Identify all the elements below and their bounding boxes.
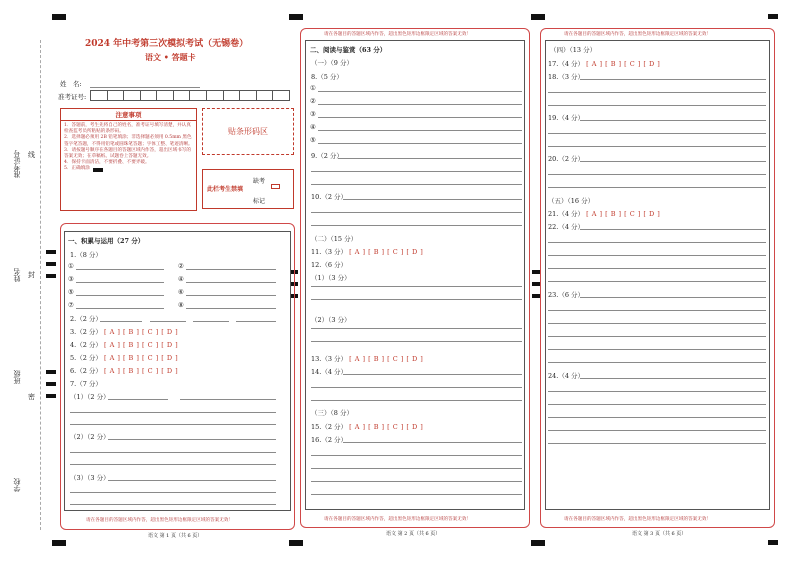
q3-options[interactable]: [ A ] [ B ] [ C ] [ D ]: [103, 328, 179, 336]
q15-options[interactable]: [ A ] [ B ] [ C ] [ D ]: [349, 423, 424, 431]
q11-label: 11.（3 分） [ A ] [ B ] [ C ] [ D ]: [311, 248, 424, 256]
q4-label: 4.（2 分） [ A ] [ B ] [ C ] [ D ]: [70, 341, 179, 349]
q18-line[interactable]: [548, 105, 766, 106]
q4-options[interactable]: [ A ] [ B ] [ C ] [ D ]: [103, 341, 179, 349]
absent-box: [202, 169, 294, 209]
q2-label: 2.（2 分）: [70, 315, 102, 323]
q5-options[interactable]: [ A ] [ B ] [ C ] [ D ]: [103, 354, 179, 362]
q12-2-line[interactable]: [311, 328, 522, 329]
q22-label: 22.（4 分）: [548, 223, 585, 231]
q1-mark: ⑧: [178, 301, 184, 309]
q1-line[interactable]: [76, 269, 164, 270]
registration-mark: [531, 540, 545, 546]
q23-line[interactable]: [580, 297, 766, 298]
q20-line[interactable]: [548, 187, 766, 188]
registration-mark: [531, 14, 545, 20]
q22-line[interactable]: [548, 268, 766, 269]
q7-3-line[interactable]: [70, 492, 276, 493]
section2-title: 二、阅读与鉴赏（63 分）: [310, 46, 387, 54]
q8-mark: ⑤: [310, 136, 316, 144]
registration-mark: [46, 250, 56, 254]
q1-line[interactable]: [76, 282, 164, 283]
q7-2-line[interactable]: [108, 439, 276, 440]
name-label: 姓 名:: [60, 80, 82, 88]
side-label-line: 线: [28, 151, 35, 159]
fill-sample: [93, 168, 103, 172]
instruction-item: 5．正确填涂: [64, 166, 90, 172]
registration-mark: [289, 14, 303, 20]
q24-line[interactable]: [548, 443, 766, 444]
q18-line[interactable]: [580, 79, 766, 80]
registration-mark: [46, 262, 56, 266]
q1-mark: ①: [68, 262, 74, 270]
part5-title: （五）（16 分）: [548, 197, 595, 205]
q9-line[interactable]: [311, 184, 522, 185]
q2-line[interactable]: [150, 321, 186, 322]
q1-label: 1.（8 分）: [70, 251, 102, 259]
registration-mark: [46, 370, 56, 374]
q14-line[interactable]: [311, 400, 522, 401]
q1-line[interactable]: [76, 308, 164, 309]
section1-title: 一、积累与运用（27 分）: [68, 237, 145, 245]
q12-2-label: （2）（3 分）: [311, 316, 351, 324]
q7-1-line[interactable]: [108, 399, 168, 400]
page2-footer: 语文 第 2 页（共 6 页）: [386, 531, 441, 537]
registration-mark: [768, 540, 778, 545]
q22-line[interactable]: [548, 255, 766, 256]
page-subtitle: 语文 • 答题卡: [145, 52, 196, 62]
absent-label: 此栏考生禁填: [207, 186, 244, 193]
q2-line[interactable]: [236, 321, 276, 322]
q16-line[interactable]: [343, 442, 522, 443]
page-title: 2024 年中考第三次模拟考试（无锡卷）: [85, 39, 249, 49]
registration-mark: [46, 274, 56, 278]
registration-mark: [532, 282, 540, 286]
q11-options[interactable]: [ A ] [ B ] [ C ] [ D ]: [349, 248, 424, 256]
q16-label: 16.（2 分）: [311, 436, 348, 444]
name-field[interactable]: [90, 87, 200, 88]
q1-line[interactable]: [76, 295, 164, 296]
q15-label: 15.（2 分） [ A ] [ B ] [ C ] [ D ]: [311, 423, 424, 431]
q7-3-line[interactable]: [108, 480, 276, 481]
side-label-name: 姓名: [13, 268, 21, 282]
q7-3-label: （3）（3 分）: [70, 474, 110, 482]
q23-line[interactable]: [548, 349, 766, 350]
q5-label: 5.（2 分） [ A ] [ B ] [ C ] [ D ]: [70, 354, 179, 362]
q12-1-label: （1）（3 分）: [311, 274, 351, 282]
registration-mark: [768, 14, 778, 19]
q21-options[interactable]: [ A ] [ B ] [ C ] [ D ]: [586, 210, 661, 218]
q8-mark: ③: [310, 110, 316, 118]
q7-1-label: （1）（2 分）: [70, 393, 110, 401]
q1-mark: ④: [178, 275, 184, 283]
q1-mark: ⑥: [178, 288, 184, 296]
q1-line[interactable]: [186, 269, 276, 270]
q9-label: 9.（2 分）: [311, 152, 343, 160]
q10-line[interactable]: [311, 212, 522, 213]
id-field[interactable]: [90, 90, 290, 101]
registration-mark: [532, 270, 540, 274]
instructions-box: [60, 108, 197, 211]
part2-title: （二）（15 分）: [311, 235, 358, 243]
q20-label: 20.（2 分）: [548, 155, 585, 163]
q17-options[interactable]: [ A ] [ B ] [ C ] [ D ]: [586, 60, 661, 68]
q22-line[interactable]: [580, 229, 766, 230]
side-label-id: 准考证号: [13, 150, 21, 178]
q1-line[interactable]: [186, 308, 276, 309]
q7-1-line[interactable]: [180, 399, 276, 400]
q7-2-label: （2）（2 分）: [70, 433, 110, 441]
page3-footer: 语文 第 3 页（共 6 页）: [632, 531, 687, 537]
part1-title: （一）（9 分）: [311, 59, 353, 67]
q9-line[interactable]: [311, 171, 522, 172]
q1-mark: ⑦: [68, 301, 74, 309]
page3-notice-top: 请在各题目的答题区域内作答，超出黑色矩形边框限定区域的答案无效！: [564, 32, 712, 37]
q7-2-line[interactable]: [70, 452, 276, 453]
absent-tag2: 标记: [253, 198, 266, 205]
q8-line[interactable]: [318, 91, 522, 92]
registration-mark: [52, 540, 66, 546]
q19-line[interactable]: [548, 146, 766, 147]
side-label-secret: 密: [28, 393, 35, 401]
page3-notice: 请在各题目的答题区域内作答，超出黑色矩形边框限定区域的答案无效！: [564, 517, 712, 522]
q24-line[interactable]: [548, 430, 766, 431]
q12-2-line[interactable]: [311, 341, 522, 342]
q1-mark: ⑤: [68, 288, 74, 296]
q19-line[interactable]: [580, 120, 766, 121]
q24-line[interactable]: [548, 404, 766, 405]
q1-mark: ③: [68, 275, 74, 283]
q23-line[interactable]: [548, 362, 766, 363]
registration-mark: [532, 294, 540, 298]
q19-line[interactable]: [548, 133, 766, 134]
q16-line[interactable]: [311, 481, 522, 482]
q14-line[interactable]: [311, 387, 522, 388]
registration-mark: [46, 394, 56, 398]
page3-frame: [545, 40, 770, 510]
q19-label: 19.（4 分）: [548, 114, 585, 122]
q16-line[interactable]: [311, 468, 522, 469]
side-label-seal: 封: [28, 271, 35, 279]
q8-mark: ①: [310, 84, 316, 92]
q23-label: 23.（6 分）: [548, 291, 585, 299]
q20-line[interactable]: [580, 161, 766, 162]
q12-1-line[interactable]: [311, 299, 522, 300]
binding-line: [40, 40, 41, 530]
q1-line[interactable]: [186, 295, 276, 296]
q12-label: 12.（6 分）: [311, 261, 348, 269]
q24-line[interactable]: [580, 378, 766, 379]
q6-options[interactable]: [ A ] [ B ] [ C ] [ D ]: [103, 367, 179, 375]
absent-tag1: 缺考: [253, 178, 266, 185]
absent-checkbox[interactable]: [271, 184, 280, 189]
registration-mark: [289, 540, 303, 546]
q1-mark: ②: [178, 262, 184, 270]
side-label-school: 学校: [13, 478, 21, 492]
page1-footer: 语文 第 1 页（共 6 页）: [148, 533, 203, 539]
q24-line[interactable]: [548, 391, 766, 392]
instruction-item: 4．保持卡面清洁，不要折叠、不要弄破。: [64, 160, 150, 166]
instruction-item: 2．选择题必须用 2B 铅笔填涂；非选择题必须用 0.5mm 黑色签字笔答题，不得用铅笔或圆珠笔答题；字体工整、笔迹清晰。: [64, 135, 193, 147]
q20-line[interactable]: [548, 174, 766, 175]
q14-label: 14.（4 分）: [311, 368, 348, 376]
q21-label: 21.（4 分） [ A ] [ B ] [ C ] [ D ]: [548, 210, 661, 218]
q7-1-line[interactable]: [70, 412, 276, 413]
q8-line[interactable]: [318, 117, 522, 118]
q22-line[interactable]: [548, 281, 766, 282]
q1-line[interactable]: [186, 282, 276, 283]
q8-line[interactable]: [318, 104, 522, 105]
q7-label: 7.（7 分）: [70, 380, 102, 388]
q17-label: 17.（4 分） [ A ] [ B ] [ C ] [ D ]: [548, 60, 661, 68]
q13-options[interactable]: [ A ] [ B ] [ C ] [ D ]: [349, 355, 424, 363]
q23-line[interactable]: [548, 323, 766, 324]
q24-label: 24.（4 分）: [548, 372, 585, 380]
q23-line[interactable]: [548, 310, 766, 311]
q12-1-line[interactable]: [311, 286, 522, 287]
part3-title: （三）（8 分）: [311, 409, 353, 417]
q18-label: 18.（3 分）: [548, 73, 585, 81]
q18-line[interactable]: [548, 92, 766, 93]
q10-line[interactable]: [311, 225, 522, 226]
id-label: 准考证号:: [58, 93, 87, 101]
barcode-label: 贴条形码区: [228, 127, 268, 136]
q9-line[interactable]: [338, 158, 522, 159]
page2-notice-top: 请在各题目的答题区域内作答，超出黑色矩形边框限定区域的答案无效！: [324, 32, 472, 37]
q22-line[interactable]: [548, 242, 766, 243]
instructions-title: 注意事项: [61, 109, 196, 121]
q14-line[interactable]: [343, 374, 522, 375]
registration-mark: [52, 14, 66, 20]
q3-label: 3.（2 分） [ A ] [ B ] [ C ] [ D ]: [70, 328, 179, 336]
q24-line[interactable]: [548, 417, 766, 418]
q2-line[interactable]: [193, 321, 229, 322]
q10-line[interactable]: [343, 199, 522, 200]
q8-line[interactable]: [318, 130, 522, 131]
q16-line[interactable]: [311, 494, 522, 495]
q8-mark: ④: [310, 123, 316, 131]
registration-mark: [46, 382, 56, 386]
q10-label: 10.（2 分）: [311, 193, 348, 201]
side-label-class: 班级: [13, 370, 21, 384]
part4-title: （四）（13 分）: [550, 46, 597, 54]
q7-2-line[interactable]: [70, 464, 276, 465]
instruction-item: 1．答题前，考生先将自己的姓名，准考证号填写清楚，并认真检查监考员所粘贴的条形码。: [64, 123, 191, 135]
q16-line[interactable]: [311, 455, 522, 456]
barcode-area: [202, 108, 294, 155]
q2-line[interactable]: [100, 321, 142, 322]
page1-notice: 请在各题目的答题区域内作答，超出黑色矩形边框限定区域的答案无效！: [86, 518, 234, 523]
page2-notice: 请在各题目的答题区域内作答，超出黑色矩形边框限定区域的答案无效！: [324, 517, 472, 522]
q7-3-line[interactable]: [70, 504, 276, 505]
q6-label: 6.（2 分） [ A ] [ B ] [ C ] [ D ]: [70, 367, 179, 375]
q7-1-line[interactable]: [70, 424, 276, 425]
instruction-item: 3．请按题号顺序在各题目的答题区域内作答，超出区域书写的答案无效；在草稿纸、试题卷上答题无效。: [64, 147, 191, 160]
q13-label: 13.（3 分） [ A ] [ B ] [ C ] [ D ]: [311, 355, 424, 363]
q8-mark: ②: [310, 97, 316, 105]
q8-line[interactable]: [318, 143, 522, 144]
q23-line[interactable]: [548, 336, 766, 337]
q8-label: 8.（5 分）: [311, 73, 343, 81]
